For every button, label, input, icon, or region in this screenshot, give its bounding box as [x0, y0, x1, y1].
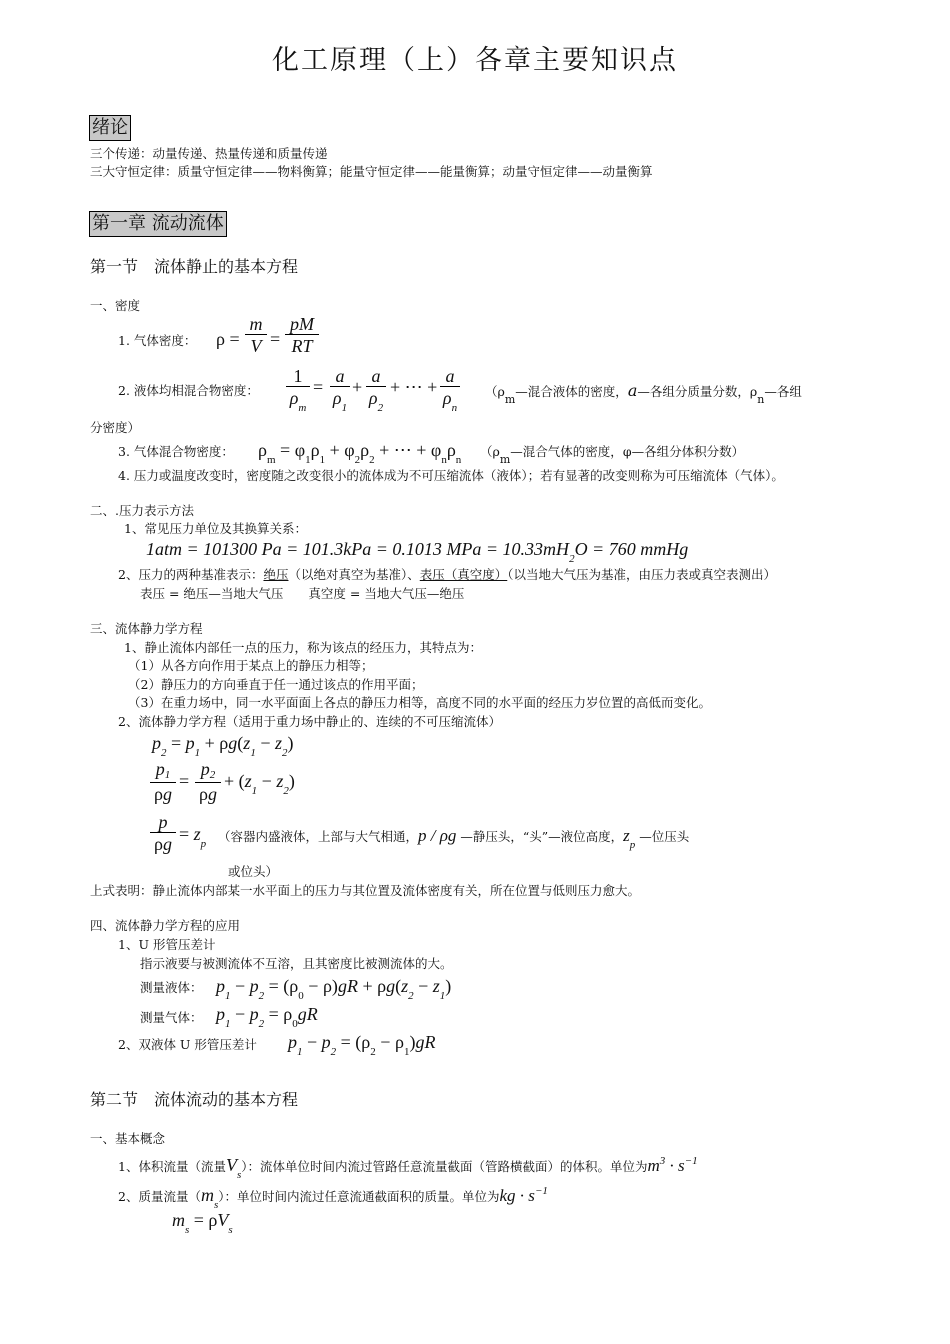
measure-gas-label: 测量气体： — [140, 1010, 203, 1025]
intro-line-2: 三大守恒定律：质量守恒定律——物料衡算；能量守恒定律——能量衡算；动量守恒定律——动量衡算 — [90, 164, 653, 179]
statics-equation-2: $\frac{p1}{\rho g}$ — [150, 759, 176, 805]
statics-point-1: （1）从各方向作用于某点上的静压力相等； — [128, 658, 374, 673]
gas-mix-density-label: 3. 气体混合物密度： — [118, 444, 234, 459]
statics-point-3: （3）在重力场中，同一水平面面上各点的静压力相等，高度不同的水平面的经压力岁位置的高低而变化。 — [128, 695, 711, 710]
gas-mix-density-formula: $\rho_m = \varphi_1\rho_1 + \varphi_2\rho_2$ + ⋯ + $\varphi_n\rho_n$ — [258, 440, 462, 466]
page-title: 化工原理（上）各章主要知识点 — [272, 45, 678, 76]
fraction-pm-rt: $\frac{pM}{RT}$ — [285, 314, 319, 357]
gas-density-formula: ρ = — [216, 329, 240, 349]
measure-liquid-formula: $p_1 - p_2 = (\rho_0 - \rho)gR + \rho g(z_2 - z_1)$ — [216, 976, 452, 1002]
statics-equation-3: $\frac{p}{\rho g}$ — [150, 812, 176, 855]
pressure-heading: 二、.压力表示方法 — [90, 503, 194, 518]
pressure-conversion: 1atm = 101300 Pa = 101.3kPa = 0.1013 MPa = $10.33mH_2O = 760$ mmHg — [146, 539, 689, 565]
gas-density-label: 1. 气体密度： — [118, 333, 197, 348]
double-liquid-formula: $p_1 - p_2 = (\rho_2 - \rho_1)gR$ — [288, 1032, 436, 1058]
application-note: 指示液要与被测流体不互溶，且其密度比被测流体的大。 — [140, 956, 453, 971]
liquid-density-note: （ρm—混合液体的密度，a—各组分质量分数，ρn—各组 — [485, 381, 802, 406]
measure-gas-formula: $p_1 - p_2 = \rho_0gR$ — [216, 1004, 318, 1030]
application-item-1: 1、U 形管压差计 — [118, 937, 216, 952]
application-item-2: 2、双液体 U 形管压差计 — [118, 1037, 257, 1052]
section-title-2: 第二节 流体流动的基本方程 — [90, 1090, 299, 1109]
gas-mix-density-note: （ρm—混合气体的密度，φ—各组分体积分数） — [480, 444, 745, 466]
pressure-item-2: 2、压力的两种基准表示：绝压（以绝对真空为基准）、表压（真空度）（以当地大气压为基准，由压力表或真空表测出） — [118, 567, 777, 582]
pressure-relation: 表压 = 绝压—当地大气压 真空度 = 当地大气压—绝压 — [140, 586, 465, 601]
intro-heading: 绪论 — [89, 115, 131, 141]
statics-point-2: （2）静压力的方向垂直于任一通过该点的作用平面； — [128, 677, 424, 692]
liquid-density-formula: $\frac{1}{\rho_m}$ — [286, 366, 310, 412]
chapter-heading: 第一章 流动流体 — [89, 211, 227, 237]
statics-item-1: 1、静止流体内部任一点的压力，称为该点的经压力，其特点为： — [124, 640, 482, 655]
liquid-density-label: 2. 液体均相混合物密度： — [118, 383, 259, 398]
statics-heading: 三、流体静力学方程 — [90, 621, 203, 636]
statics-item-2: 2、流体静力学方程（适用于重力场中静止的、连续的不可压缩流体） — [118, 714, 501, 729]
liquid-density-note-cont: 分密度） — [90, 420, 141, 435]
statics-note-cont: 或位头） — [228, 864, 279, 879]
statics-conclusion: 上式表明：静止流体内部某一水平面上的压力与其位置及流体密度有关，所在位置与低则压力愈大。 — [90, 883, 641, 898]
section-title-1: 第一节 流体静止的基本方程 — [90, 257, 299, 276]
volume-flow-rate: 1、体积流量（流量$V_s$）：流体单位时间内流过管路任意流量截面（管路横截面）的体积。单位为$m^3 \cdot s^{-1}$ — [118, 1155, 698, 1181]
density-item-4: 4. 压力或温度改变时，密度随之改变很小的流体成为不可压缩流体（液体）；若有显著的改变则称为可压缩流体（气体）。 — [118, 468, 784, 483]
application-heading: 四、流体静力学方程的应用 — [90, 918, 241, 933]
intro-line-1: 三个传递：动量传递、热量传递和质量传递 — [90, 146, 328, 161]
measure-liquid-label: 测量液体： — [140, 980, 203, 995]
basic-concepts-heading: 一、基本概念 — [90, 1131, 166, 1146]
density-heading: 一、密度 — [90, 298, 141, 313]
mass-flow-rate: 2、质量流量$(m_s)$：单位时间内流过任意流通截面积的质量。单位为kg · $s^{-1}$ — [118, 1185, 548, 1211]
statics-equation-1: $p_2 = p_1 + \rho g(z_1 - z_2)$ — [152, 733, 294, 759]
fraction-m-v: $\frac{m}{V}$ — [245, 314, 267, 357]
pressure-item-1: 1、常见压力单位及其换算关系： — [124, 521, 307, 536]
statics-note: （容器内盛液体，上部与大气相通，p / ρg —静压头，“头”—液位高度，$z_p$ —位压头 — [218, 826, 690, 851]
mass-flow-formula: $m_s = \rho V_s$ — [172, 1210, 233, 1236]
